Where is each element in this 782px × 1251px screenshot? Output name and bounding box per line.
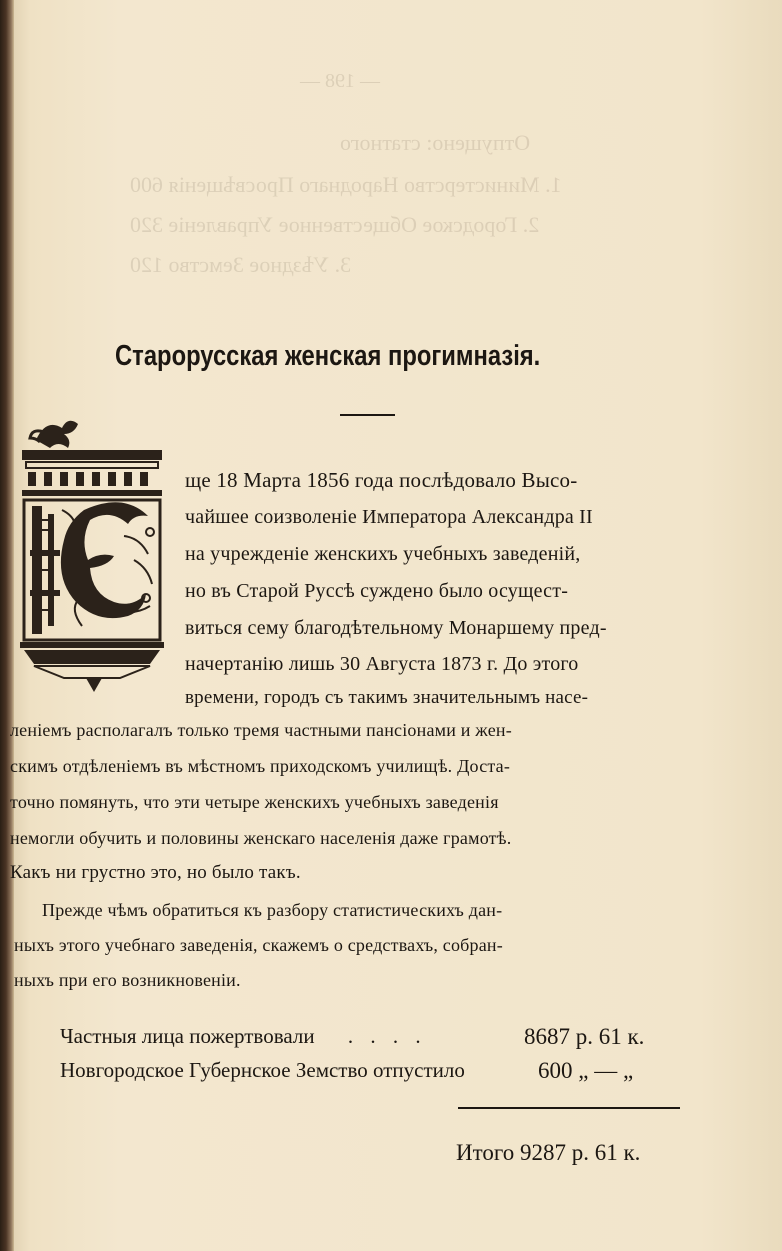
text-line: точно помянуть, что эти четыре женскихъ учебныхъ заведенія xyxy=(10,792,499,812)
donation-amount: 8687 р. 61 к. xyxy=(524,1024,645,1049)
bleed-through-line: 3. Уѣздное Земство 120 xyxy=(130,252,352,277)
donation-dots: . . . . xyxy=(347,1024,427,1048)
text-line: на учрежденіе женскихъ учебныхъ заведеній, xyxy=(185,543,581,565)
bleed-through-line: — 198 — xyxy=(300,70,380,92)
donation-row xyxy=(60,1024,645,1049)
text-line: времени, городъ съ такимъ значительнымъ насе- xyxy=(185,687,589,708)
text-line: Прежде чѣмъ обратиться къ разбору статистическихъ дан- xyxy=(42,900,503,920)
drop-cap-ornament-icon xyxy=(14,410,174,695)
book-spine xyxy=(0,0,14,1251)
title-divider xyxy=(340,414,395,416)
text-line: ныхъ этого учебнаго заведенія, скажемъ о средствахъ, собран- xyxy=(14,935,503,955)
donation-amount: 600 „ — „ xyxy=(538,1058,634,1083)
text-line: виться сему благодѣтельному Монаршему пред- xyxy=(185,617,607,639)
text-line: леніемъ располагалъ только тремя частными пансіонами и жен- xyxy=(10,720,512,740)
text-line: немогли обучить и половины женскаго населенія даже грамотѣ. xyxy=(10,828,512,848)
text-line: скимъ отдѣленіемъ въ мѣстномъ приходскомъ училищѣ. Доста- xyxy=(10,756,511,776)
text-line: ще 18 Марта 1856 года послѣдовало Высо- xyxy=(185,468,578,492)
text-line: Какъ ни грустно это, но было такъ. xyxy=(10,862,301,883)
donation-source: Новгородское Губернское Земство отпустило xyxy=(60,1058,465,1082)
text-line: ныхъ при его возникновеніи. xyxy=(14,970,241,990)
donation-row xyxy=(60,1058,634,1083)
text-line: начертанію лишь 30 Августа 1873 г. До этого xyxy=(185,653,579,675)
bleed-through-line: 2. Городское Общественное Управленіе 320 xyxy=(130,212,540,237)
donation-source: Частныя лица пожертвовали xyxy=(60,1024,315,1048)
page-title: Старорусская женская прогимназія. xyxy=(115,340,541,372)
total-line: Итого 9287 р. 61 к. xyxy=(456,1140,641,1165)
sum-divider xyxy=(458,1107,680,1109)
ornamental-drop-cap xyxy=(14,410,174,695)
text-line: но въ Старой Руссѣ суждено было осущест- xyxy=(185,580,569,602)
text-line: чайшее соизволеніе Императора Александра II xyxy=(185,506,593,528)
bleed-through-line: Отпущено: статного xyxy=(340,130,531,155)
bleed-through-line: 1. Министерство Народнаго Просвѣщенія 600 xyxy=(130,172,562,197)
